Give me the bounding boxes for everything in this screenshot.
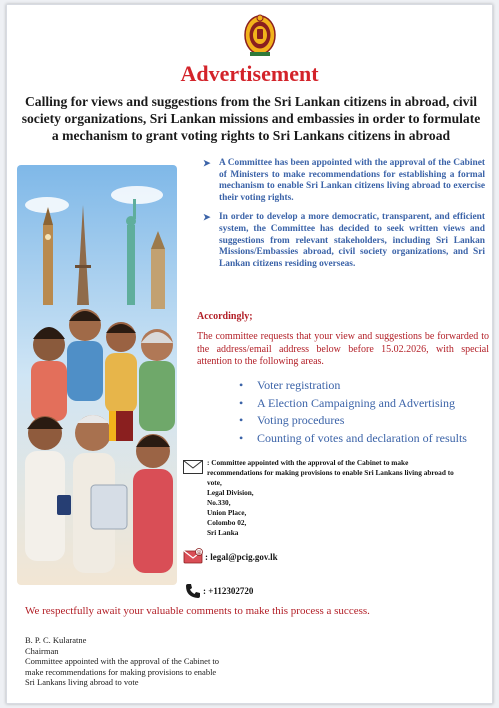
email-icon [183, 548, 203, 564]
page-subtitle [21, 93, 481, 144]
intro-bullets [203, 158, 485, 278]
address-line: Legal Division, [207, 488, 254, 497]
bullet-text: In order to develop a more democratic, transparent, and efficient system, the Committee has decided to seek written views and suggestions from relevant stakeholders, including Sri Lankan Missions/Embassies abroad, civil society organizations, and Sri Lankan citizens residing overseas. [219, 212, 485, 269]
advertisement-page [6, 4, 493, 704]
list-item [203, 158, 485, 204]
phone-number-link[interactable]: : +112302720 [203, 586, 254, 596]
arrow-bullet-icon: ➤ [203, 212, 211, 223]
signature-line: Sri Lankans living abroad to vote [25, 677, 139, 687]
phone-icon [185, 583, 201, 599]
focus-areas-list [239, 377, 489, 447]
accordingly-label: Accordingly; [197, 311, 253, 322]
signatory-title: Chairman [25, 645, 59, 656]
list-item [239, 430, 489, 448]
address-line: Union Place, [207, 508, 247, 517]
page-title: Advertisement [180, 61, 319, 86]
bullet-text: A Committee has been appointed with the approval of the Cabinet of Ministers to make recommendations for establishing a formal mechanism to enable Sri Lankan citizens living abroad to exercise their voting rights. [219, 158, 485, 203]
subtitle-line: society organizations, Sri Lankan missions and embassies in order to formulate [21, 111, 481, 126]
envelope-icon [183, 460, 203, 474]
area-label: Voting procedures [257, 413, 345, 427]
area-label: A Election Campaigning and Advertising [257, 395, 455, 410]
address-line: : Committee appointed with the approval of the Cabinet to make [207, 458, 409, 467]
email-address-link[interactable]: : legal@pcig.gov.lk [205, 552, 278, 562]
signature-block [25, 635, 285, 688]
svg-text:@: @ [196, 549, 202, 556]
signature-line: Committee appointed with the approval of the Cabinet to [25, 656, 220, 666]
request-paragraph: The committee requests that your view and suggestions be forwarded to the address/email address below before 15.02.2026, with special attention to the following areas. [197, 331, 489, 367]
address-line: Colombo 02, [207, 518, 247, 527]
dot-bullet-icon: • [239, 430, 244, 445]
closing-statement: We respectfully await your valuable comments to make this process a success. [25, 605, 370, 617]
list-item [239, 377, 489, 395]
arrow-bullet-icon: ➤ [203, 158, 211, 168]
address-line: Sri Lanka [207, 528, 239, 537]
address-line: vote, [207, 478, 222, 487]
dot-bullet-icon: • [239, 413, 244, 427]
subtitle-line: Calling for views and suggestions from the Sri Lankan citizens in abroad, civil [24, 94, 478, 109]
citizens-abroad-illustration [17, 165, 177, 585]
address-line: No.330, [207, 498, 231, 507]
subtitle-line: a mechanism to grant voting rights to Sri Lankans citizens in abroad [51, 128, 451, 143]
postal-address [207, 458, 493, 538]
area-label: Counting of votes and declaration of results [257, 430, 467, 445]
list-item [239, 395, 489, 413]
address-line: recommendations for making provisions to enable Sri Lankans living abroad to [207, 468, 454, 477]
sri-lanka-emblem-icon [243, 13, 277, 57]
dot-bullet-icon: • [239, 395, 244, 410]
signatory-name: B. P. C. Kularatne [25, 635, 87, 645]
signature-line: make recommendations for making provisions to enable [25, 666, 217, 677]
list-item [203, 212, 485, 270]
list-item [239, 412, 489, 430]
area-label: Voter registration [257, 378, 341, 392]
dot-bullet-icon: • [239, 378, 244, 392]
